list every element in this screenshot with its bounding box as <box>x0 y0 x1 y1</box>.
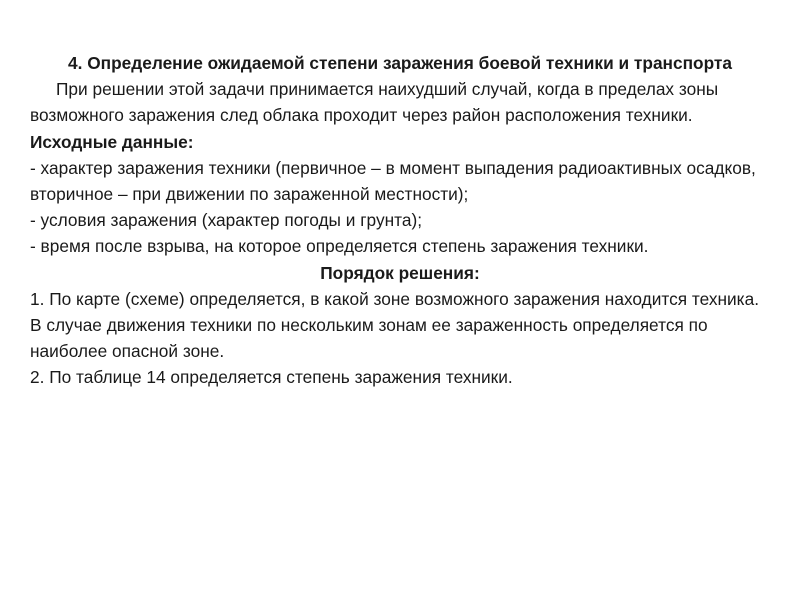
slide-title: 4. Определение ожидаемой степени заражения боевой техники и транспорта <box>67 53 732 73</box>
initial-data-item: - время после взрыва, на которое определяется степень заражения техники. <box>30 236 649 257</box>
initial-data-item: - характер заражения техники (первичное – в момент выпадения радиоактивных осадков, вторичное – при движении по зараженной местности); <box>30 157 756 205</box>
intro-paragraph: При решении этой задачи принимается наихудший случай, когда в пределах зоны возможного заражения след облака проходит через район расположения техники. <box>30 79 719 126</box>
slide-content <box>30 50 770 391</box>
procedure-step: 2. По таблице 14 определяется степень заражения техники. <box>30 367 513 388</box>
procedure-step: 1. По карте (схеме) определяется, в какой зоне возможного заражения находится техника. В случае движения техники по нескольким зонам ее зараженность определяется по наиболее опасной зоне. <box>30 288 760 362</box>
initial-data-heading: Исходные данные: <box>30 131 194 152</box>
initial-data-item: - условия заражения (характер погоды и грунта); <box>30 210 423 231</box>
procedure-heading: Порядок решения: <box>320 262 480 283</box>
